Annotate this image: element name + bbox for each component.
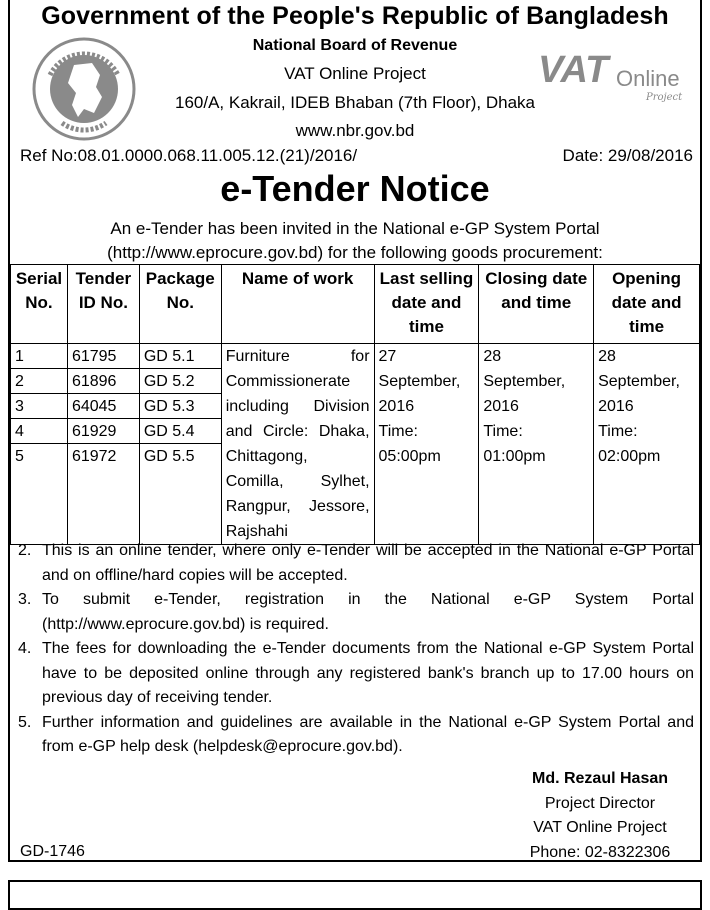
- last-selling-month: September,: [378, 373, 461, 390]
- opening-day: 28: [598, 348, 616, 365]
- signatory-designation: Project Director: [544, 794, 656, 812]
- signatory-project: VAT Online Project: [533, 819, 667, 836]
- opening-time-label: Time:: [598, 423, 638, 440]
- header-name-of-work: Name of work: [221, 265, 374, 344]
- header-serial: Serial No.: [11, 265, 68, 344]
- note-text: This is an online tender, where only e-Tender will be accepted in the National e-GP Portal and on offline/hard copies will be accepted.: [42, 542, 694, 584]
- package-4: GD 5.4: [140, 419, 221, 444]
- logo-vat-text: VAT: [538, 49, 609, 91]
- package-3: GD 5.3: [140, 394, 221, 419]
- last-selling-time-label: Time:: [378, 423, 418, 440]
- notes-list: [18, 539, 694, 760]
- intro-line-1: An e-Tender has been invited in the National e-GP System Portal: [110, 219, 600, 238]
- table-header-row: [11, 265, 700, 344]
- closing-time-label: Time:: [483, 423, 523, 440]
- tender-id-4: 61929: [68, 419, 139, 444]
- logo-online-text: Online: [616, 66, 680, 91]
- header-opening: Opening date and time: [594, 265, 700, 344]
- signatory-name: Md. Rezaul Hasan: [531, 770, 669, 787]
- tender-id-1: 61795: [68, 344, 139, 369]
- closing-month: September,: [483, 373, 566, 390]
- note-item: [18, 588, 694, 637]
- serial-4: 4: [11, 419, 67, 444]
- serial-1: 1: [11, 344, 67, 369]
- package-5: GD 5.5: [143, 448, 195, 465]
- signature-block: [520, 767, 680, 865]
- note-item: [18, 539, 694, 588]
- table-row: [11, 344, 700, 545]
- package-2: GD 5.2: [140, 369, 221, 394]
- header-last-selling: Last selling date and time: [374, 265, 479, 344]
- tender-table: [10, 264, 700, 545]
- notice-date: Date: 29/08/2016: [562, 146, 693, 165]
- logo-project-text: Project: [646, 92, 683, 103]
- last-selling-cell: [374, 344, 479, 545]
- tender-id-5: 61972: [71, 448, 117, 465]
- next-notice-border: [8, 880, 702, 910]
- note-text: Further information and guidelines are available in the National e-GP System Portal and from e-GP help desk (helpdesk@eprocure.gov.bd).: [42, 713, 694, 755]
- notice-intro: [40, 217, 670, 265]
- last-selling-time: 05:00pm: [378, 448, 441, 465]
- tender-id-2: 61896: [68, 369, 139, 394]
- board-name: National Board of Revenue: [252, 37, 458, 54]
- tender-id-3: 64045: [68, 394, 139, 419]
- package-1: GD 5.1: [140, 344, 221, 369]
- opening-time: 02:00pm: [598, 448, 661, 465]
- closing-cell: [479, 344, 594, 545]
- tender-id-cell: [67, 344, 139, 545]
- government-title: Government of the People's Republic of Bangladesh: [41, 2, 669, 30]
- closing-time: 01:00pm: [483, 448, 546, 465]
- note-text: The fees for downloading the e-Tender documents from the National e-GP System Portal have to be deposited online through any registered bank's branch up to 17.00 hours on previous day of receiving tender.: [42, 640, 694, 706]
- package-cell: [139, 344, 221, 545]
- note-item: [18, 711, 694, 760]
- last-selling-year: 2016: [378, 398, 415, 415]
- last-selling-day: 27: [378, 348, 397, 365]
- office-address: 160/A, Kakrail, IDEB Bhaban (7th Floor), Dhaka: [174, 93, 535, 112]
- serial-3: 3: [11, 394, 67, 419]
- opening-month: September,: [598, 373, 680, 390]
- name-of-work-cell: Furniture for Commissionerate including Division and Circle: Dhaka, Chittagong, Comilla, Sylhet, Rangpur, Jessore, Rajshahi: [221, 344, 374, 545]
- intro-line-2: (http://www.eprocure.gov.bd) for the following goods procurement:: [107, 243, 603, 262]
- reference-number: Ref No:08.01.0000.068.11.005.12.(21)/2016/: [20, 146, 358, 165]
- closing-year: 2016: [483, 398, 519, 415]
- vat-online-logo: [538, 44, 686, 104]
- notice-title: e-Tender Notice: [220, 168, 490, 209]
- closing-day: 28: [483, 348, 502, 365]
- note-number: 4.: [18, 640, 32, 657]
- opening-year: 2016: [598, 398, 634, 415]
- opening-cell: [594, 344, 700, 545]
- header-closing: Closing date and time: [479, 265, 594, 344]
- serial-cell: [11, 344, 68, 545]
- gd-code: GD-1746: [20, 843, 85, 860]
- note-number: 2.: [18, 542, 32, 559]
- note-number: 3.: [18, 591, 32, 608]
- signatory-phone: Phone: 02-8322306: [529, 843, 671, 861]
- project-name: VAT Online Project: [284, 64, 426, 83]
- note-item: [18, 637, 694, 711]
- note-number: 5.: [18, 713, 32, 731]
- header-tender-id: Tender ID No.: [67, 265, 139, 344]
- serial-2: 2: [11, 369, 67, 394]
- note-text: To submit e-Tender, registration in the National e-GP System Portal (http://www.eprocure.gov.bd) is required.: [42, 591, 694, 633]
- website-link[interactable]: www.nbr.gov.bd: [295, 121, 415, 140]
- header-package: Package No.: [139, 265, 221, 344]
- serial-5: 5: [15, 448, 24, 465]
